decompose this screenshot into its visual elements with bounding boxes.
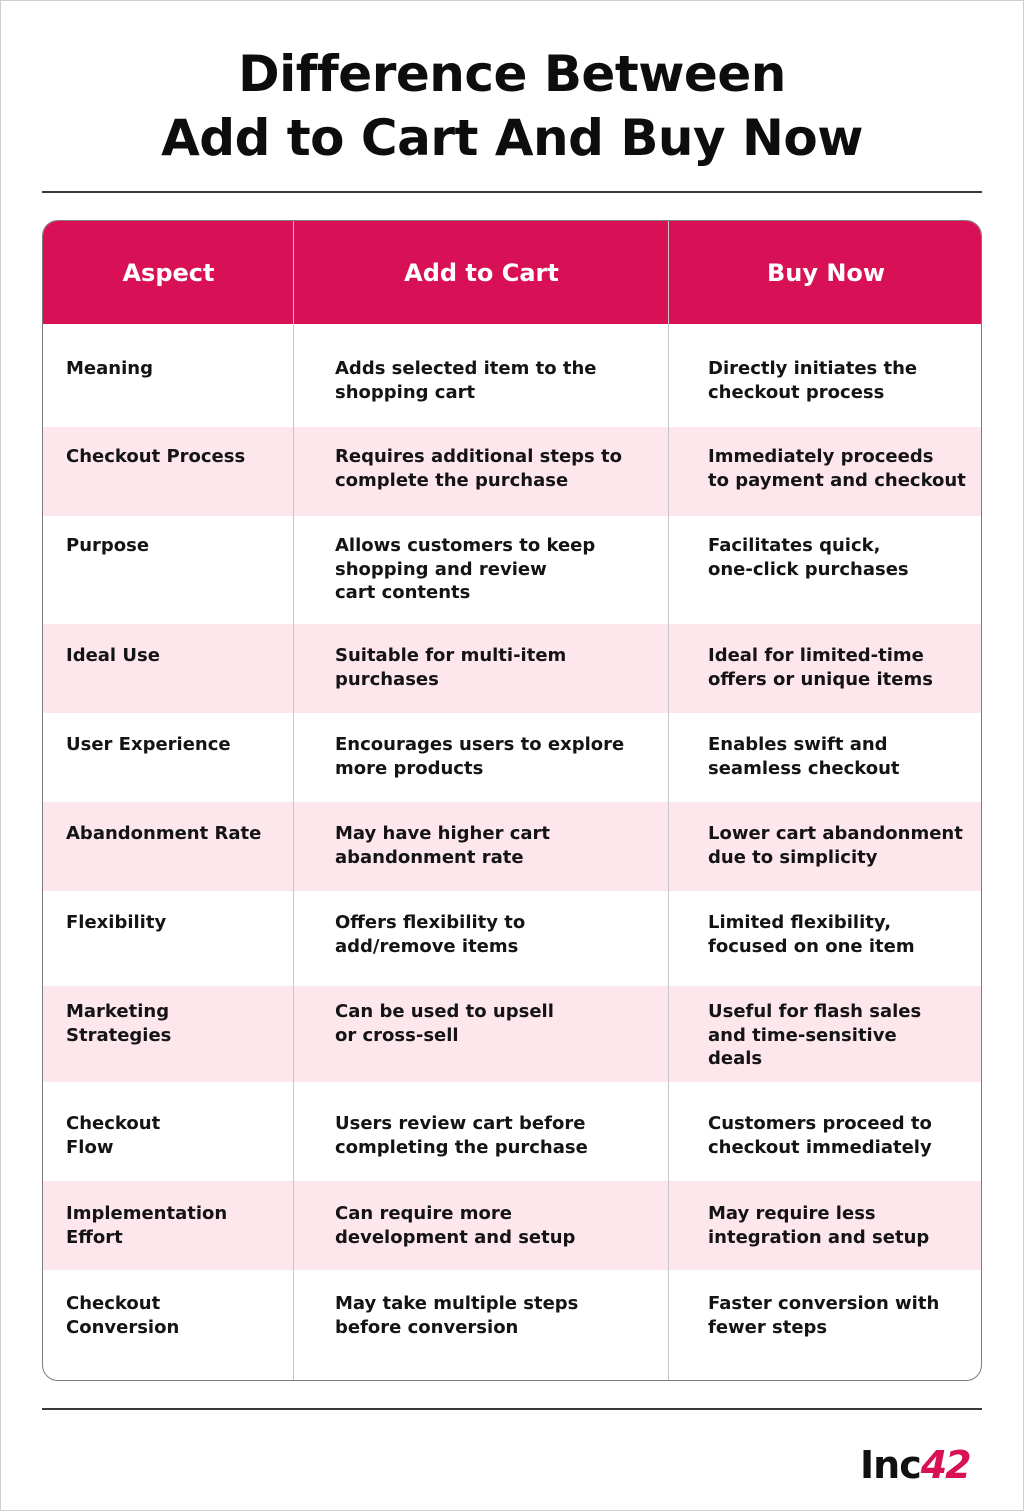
header-aspect: Aspect xyxy=(122,258,215,287)
brand-logo xyxy=(860,1443,970,1487)
header-buy-now: Buy Now xyxy=(766,258,886,287)
table-row xyxy=(43,1082,981,1181)
row-aspect: Purpose xyxy=(66,535,150,556)
title-line-1: Difference Between xyxy=(238,45,786,103)
row-aspect: Flexibility xyxy=(66,912,167,933)
page-title xyxy=(0,42,1024,170)
row-buy-now: Faster conversion with fewer steps xyxy=(708,1293,940,1338)
row-add-to-cart: Users review cart before completing the purchase xyxy=(335,1113,588,1158)
row-buy-now: Directly initiates the checkout process xyxy=(708,358,918,403)
row-buy-now: Facilitates quick, one-click purchases xyxy=(708,535,909,580)
row-buy-now: Enables swift and seamless checkout xyxy=(708,734,900,779)
row-add-to-cart: Can be used to upsell or cross-sell xyxy=(335,1001,554,1046)
table-row xyxy=(43,324,981,427)
table-row xyxy=(43,624,981,713)
table-row xyxy=(43,713,981,802)
row-aspect: Checkout Flow xyxy=(66,1113,161,1158)
row-aspect: Implementation Effort xyxy=(66,1203,228,1248)
logo-text: Inc xyxy=(860,1443,921,1487)
logo-number: 42 xyxy=(920,1443,970,1487)
row-add-to-cart: Adds selected item to the shopping cart xyxy=(335,358,597,403)
header-add-to-cart: Add to Cart xyxy=(404,258,559,287)
row-buy-now: Useful for flash sales and time-sensitive deals xyxy=(708,1001,922,1069)
row-add-to-cart: Encourages users to explore more products xyxy=(335,734,625,779)
comparison-table xyxy=(42,220,982,1381)
row-add-to-cart: Requires additional steps to complete the purchase xyxy=(335,446,622,491)
row-buy-now: Lower cart abandonment due to simplicity xyxy=(708,823,963,868)
table-row xyxy=(43,986,981,1082)
row-buy-now: May require less integration and setup xyxy=(708,1203,930,1248)
table-row xyxy=(43,1270,981,1381)
row-aspect: Checkout Process xyxy=(66,446,246,467)
table-header xyxy=(43,221,981,324)
row-buy-now: Immediately proceeds to payment and checkout xyxy=(708,446,966,491)
row-aspect: User Experience xyxy=(66,734,231,755)
column-divider xyxy=(668,221,669,1380)
row-aspect: Abandonment Rate xyxy=(66,823,262,844)
table-row xyxy=(43,891,981,986)
row-add-to-cart: Offers flexibility to add/remove items xyxy=(335,912,526,957)
table-row xyxy=(43,427,981,516)
top-divider xyxy=(42,191,982,193)
table-row xyxy=(43,802,981,891)
row-aspect: Meaning xyxy=(66,358,153,379)
table-row xyxy=(43,1181,981,1270)
row-buy-now: Limited flexibility, focused on one item xyxy=(708,912,915,957)
column-divider xyxy=(293,221,294,1380)
row-aspect: Marketing Strategies xyxy=(66,1001,172,1046)
row-buy-now: Customers proceed to checkout immediately xyxy=(708,1113,932,1158)
table-row xyxy=(43,516,981,624)
row-add-to-cart: May take multiple steps before conversion xyxy=(335,1293,579,1338)
row-add-to-cart: Suitable for multi-item purchases xyxy=(335,645,567,690)
row-add-to-cart: May have higher cart abandonment rate xyxy=(335,823,551,868)
row-aspect: Checkout Conversion xyxy=(66,1293,180,1338)
title-line-2: Add to Cart And Buy Now xyxy=(161,109,863,167)
row-buy-now: Ideal for limited-time offers or unique items xyxy=(708,645,933,690)
bottom-divider xyxy=(42,1408,982,1410)
row-aspect: Ideal Use xyxy=(66,645,160,666)
row-add-to-cart: Can require more development and setup xyxy=(335,1203,576,1248)
row-add-to-cart: Allows customers to keep shopping and review cart contents xyxy=(335,535,596,603)
